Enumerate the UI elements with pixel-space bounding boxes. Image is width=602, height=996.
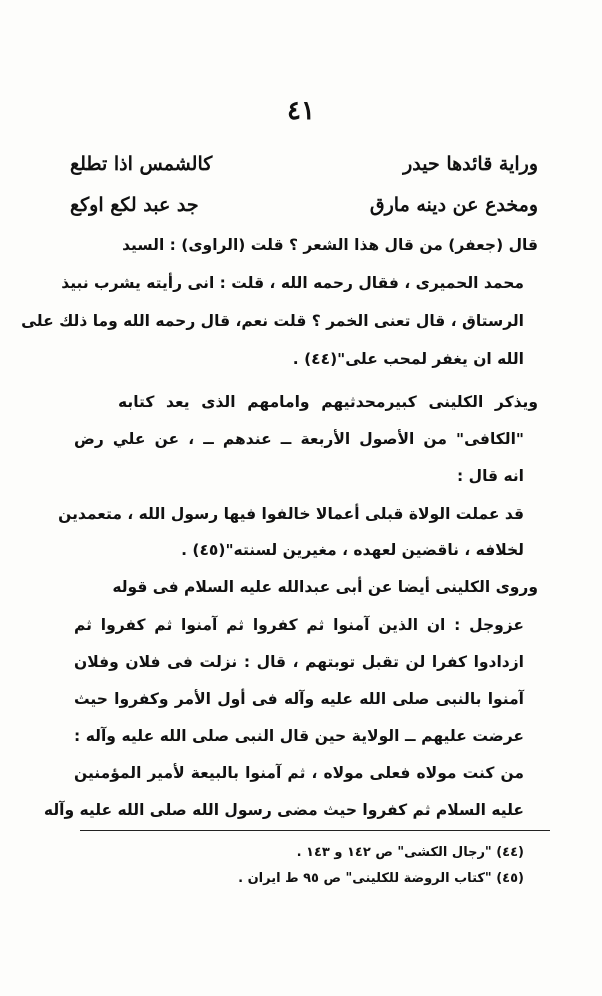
paragraph-4-line-6: من كنت مولاه فعلى مولاه ، ثم آمنوا بالبيعة لأمير المؤمنين xyxy=(74,764,524,782)
paragraph-3-line-2: لخلافه ، ناقضين لعهده ، مغيرين لسنته"(٤٥) . xyxy=(181,541,524,559)
paragraph-4-line-7: عليه السلام ثم كفروا حيث مضى رسول الله صلى الله عليه وآله xyxy=(43,801,524,819)
paragraph-1-line-3: الرستاق ، قال تعنى الخمر ؟ قلت نعم، قال رحمه الله وما ذلك على xyxy=(21,312,524,330)
verse-1-right-hemistich: وراية قائدها حيدر xyxy=(403,153,538,175)
paragraph-4-line-3: ازدادوا كفرا لن تقبل توبتهم ، قال : نزلت فى فلان وفلان xyxy=(74,653,524,671)
footnote-45: (٤٥) "كتاب الروضة للكلينى" ص ٩٥ ط ايران . xyxy=(238,871,524,886)
footnote-divider xyxy=(80,830,550,831)
paragraph-2-line-2: "الكافى" من الأصول الأربعة ــ عندهم ــ ، عن علي رض xyxy=(74,430,524,448)
verse-2-right-hemistich: ومخدع عن دينه مارق xyxy=(369,194,538,216)
page-number: ٤١ xyxy=(287,96,315,126)
verse-1-left-hemistich: كالشمس اذا تطلع xyxy=(70,153,213,175)
paragraph-2-line-1: ويذكر الكلينى كبيرمحدثيهم وامامهم الذى يعد كتابه xyxy=(118,393,538,411)
verse-2-left-hemistich: جد عبد لكع اوكع xyxy=(70,194,199,216)
paragraph-3-line-1: قد عملت الولاة قبلى أعمالا خالفوا فيها رسول الله ، متعمدين xyxy=(58,505,524,523)
paragraph-4-line-5: عرضت عليهم ــ الولاية حين قال النبى صلى الله عليه وآله : xyxy=(74,727,524,745)
paragraph-1-line-4: الله ان يغفر لمحب على"(٤٤) . xyxy=(292,350,524,368)
paragraph-4-line-2: عزوجل : ان الذين آمنوا ثم كفروا ثم آمنوا ثم كفروا ثم xyxy=(74,616,524,634)
paragraph-1-line-2: محمد الحميرى ، فقال رحمه الله ، قلت : انى رأيته يشرب نبيذ xyxy=(61,274,524,292)
paragraph-4-line-4: آمنوا بالنبى صلى الله عليه وآله فى أول الأمر وكفروا حيث xyxy=(74,690,524,708)
footnote-44: (٤٤) "رجال الكشى" ص ١٤٢ و ١٤٣ . xyxy=(296,845,524,860)
paragraph-2-line-3: انه قال : xyxy=(457,467,524,485)
paragraph-4-line-1: وروى الكلينى أيضا عن أبى عبدالله عليه السلام فى قوله xyxy=(112,578,538,596)
paragraph-1-line-1: قال (جعفر) من قال هذا الشعر ؟ قلت (الراوى) : السيد xyxy=(122,236,538,254)
